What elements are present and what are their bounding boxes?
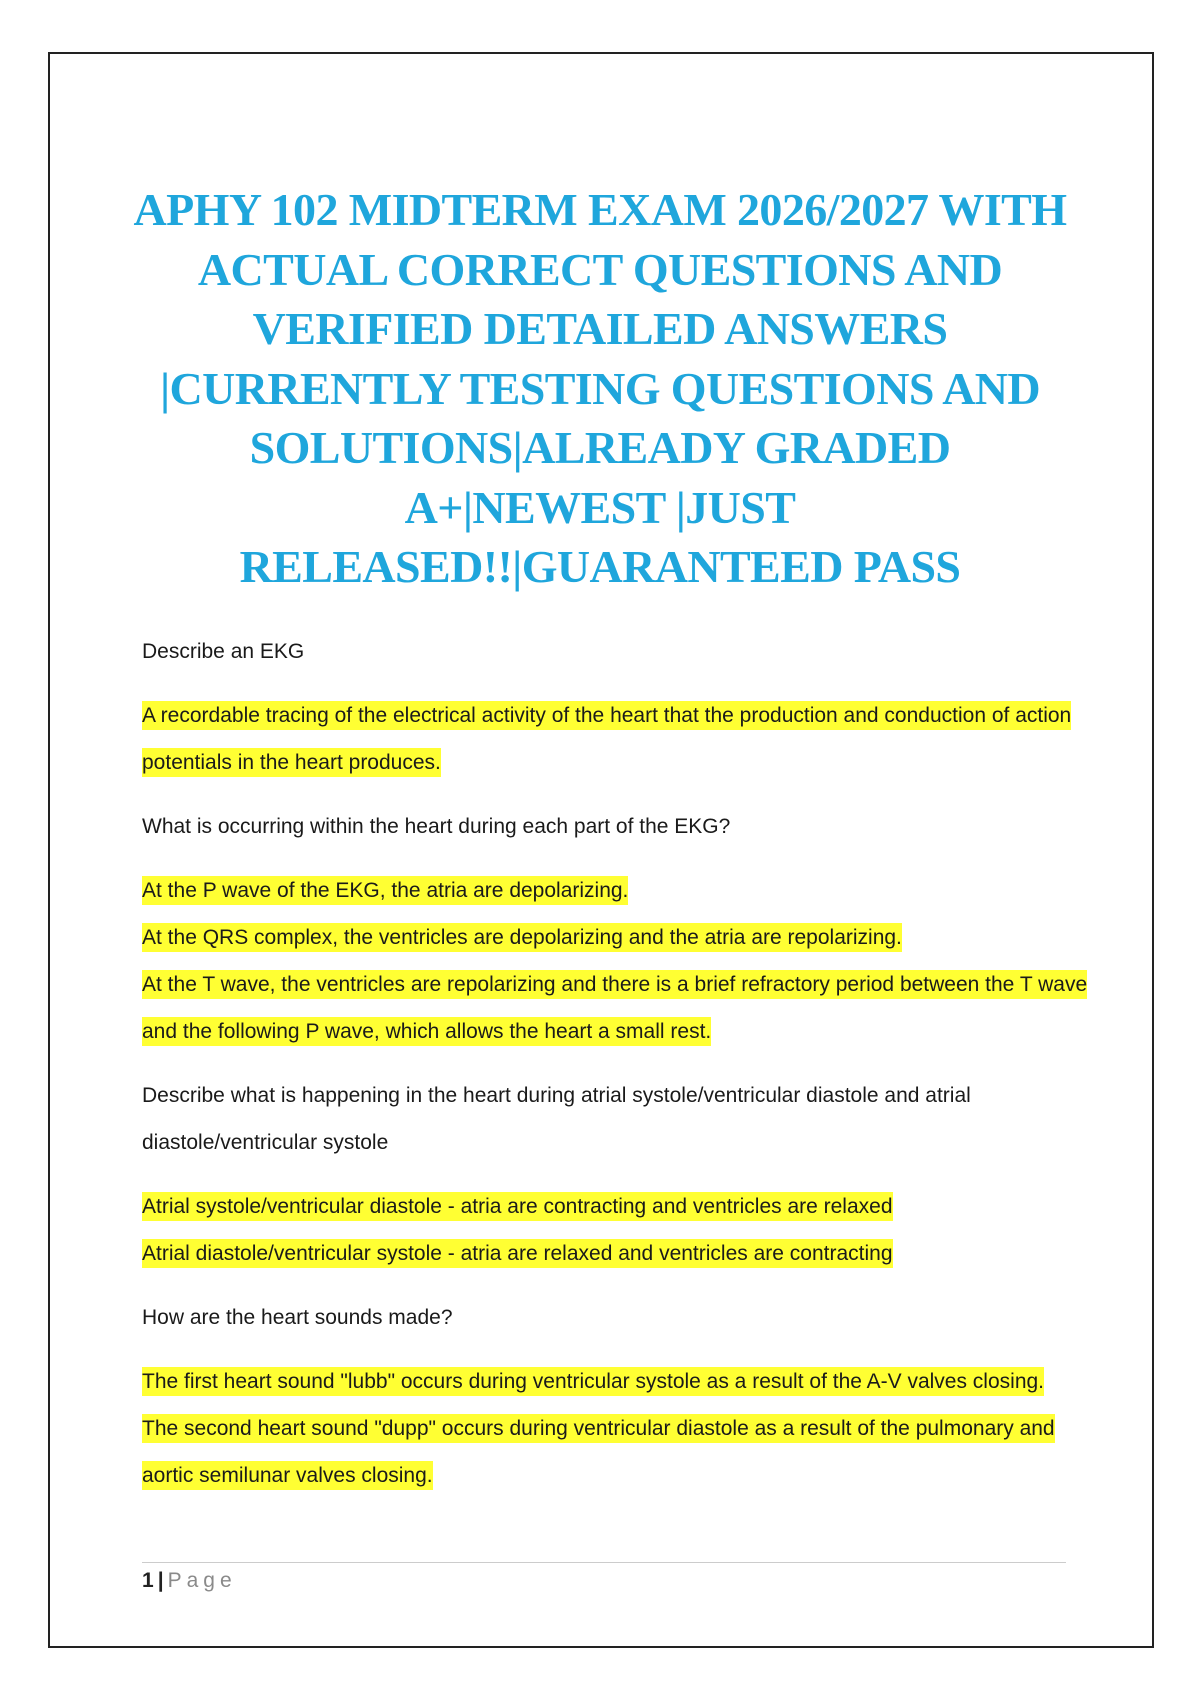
answer-block-3 <box>142 1183 1092 1277</box>
answer-block-4 <box>142 1358 1092 1499</box>
highlighted-answer: At the T wave, the ventricles are repolarizing and there is a brief refractory period between the T wave and the following P wave, which allows the heart a small rest. <box>142 970 1087 1046</box>
page-footer <box>142 1566 237 1596</box>
highlighted-answer: A recordable tracing of the electrical activity of the heart that the production and conduction of action potentials in the heart produces. <box>142 701 1071 777</box>
highlighted-answer: Atrial systole/ventricular diastole - atria are contracting and ventricles are relaxed <box>142 1192 893 1221</box>
highlighted-answer: Atrial diastole/ventricular systole - atria are relaxed and ventricles are contracting <box>142 1239 893 1268</box>
answer-line <box>142 1405 1092 1499</box>
answer-line <box>142 867 1092 914</box>
answer-block-1 <box>142 692 1092 786</box>
answer-line <box>142 692 1092 786</box>
footer-divider <box>142 1562 1066 1563</box>
answer-line <box>142 1183 1092 1230</box>
answer-line <box>142 914 1092 961</box>
highlighted-answer: The second heart sound "dupp" occurs during ventricular diastole as a result of the pulmonary and aortic semilunar valves closing. <box>142 1414 1055 1490</box>
highlighted-answer: At the P wave of the EKG, the atria are depolarizing. <box>142 876 628 905</box>
question-4: How are the heart sounds made? <box>142 1306 453 1329</box>
qa-content <box>142 628 1092 1516</box>
answer-line <box>142 961 1092 1055</box>
question-1: Describe an EKG <box>142 640 305 663</box>
question-2: What is occurring within the heart during each part of the EKG? <box>142 815 731 838</box>
highlighted-answer: At the QRS complex, the ventricles are depolarizing and the atria are repolarizing. <box>142 923 902 952</box>
document-title: APHY 102 MIDTERM EXAM 2026/2027 WITH ACTUAL CORRECT QUESTIONS AND VERIFIED DETAILED ANSWERS |CURRENTLY TESTING QUESTIONS AND SOLUTIONS|ALREADY GRADED A+|NEWEST |JUST RELEASED!!|GUARANTEED PASS <box>133 184 1067 592</box>
question-3: Describe what is happening in the heart during atrial systole/ventricular diastole and atrial diastole/ventricular systole <box>142 1084 971 1154</box>
answer-block-2 <box>142 867 1092 1055</box>
highlighted-answer: The first heart sound "lubb" occurs during ventricular systole as a result of the A-V valves closing. <box>142 1367 1044 1396</box>
answer-line <box>142 1230 1092 1277</box>
answer-line <box>142 1358 1092 1405</box>
footer-separator: | <box>157 1569 164 1592</box>
page-number: 1 <box>142 1569 154 1592</box>
page-label: Page <box>167 1569 237 1592</box>
